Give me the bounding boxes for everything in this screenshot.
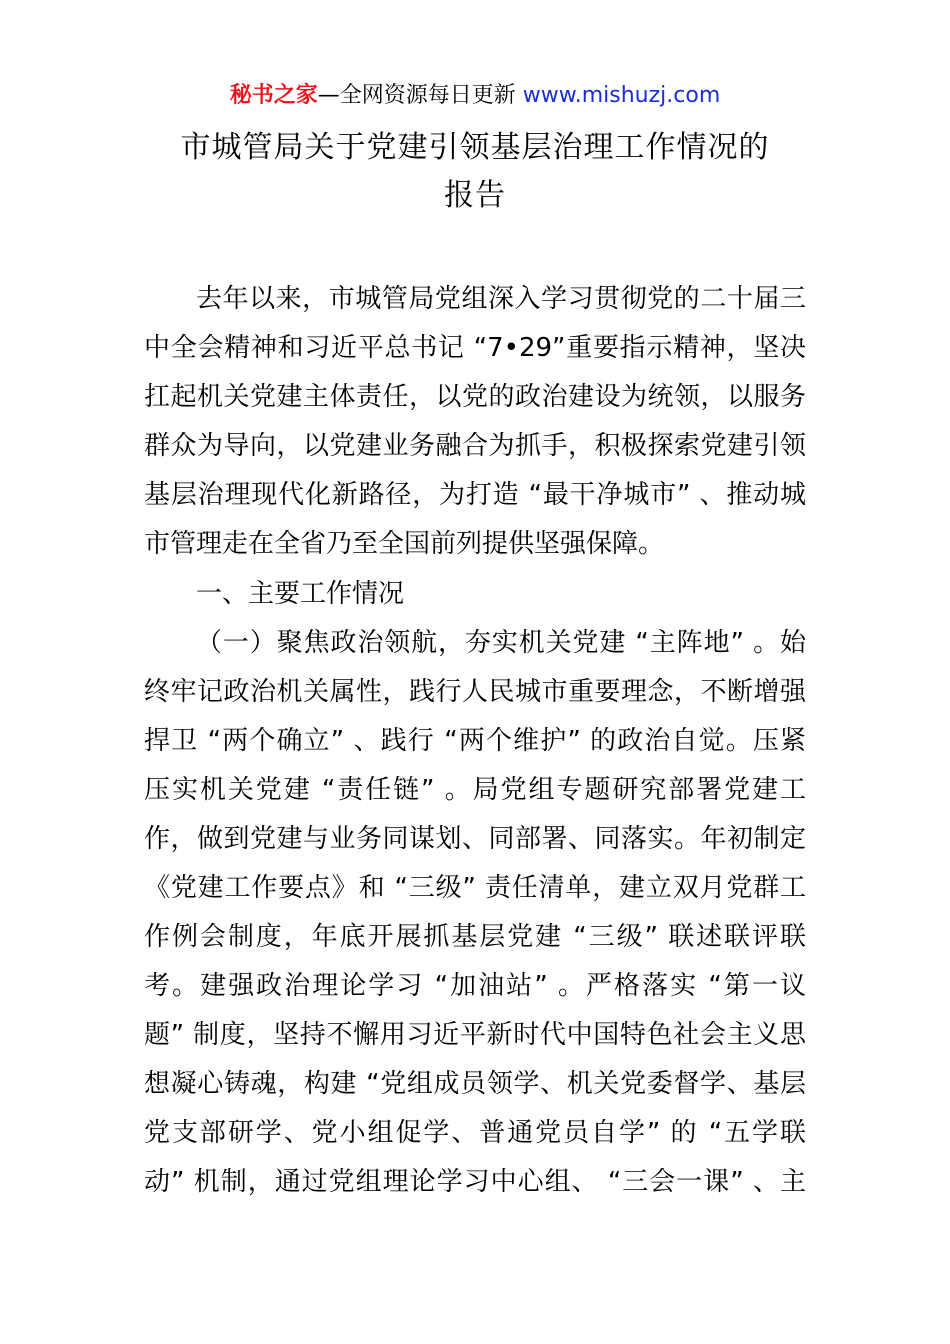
header-banner — [0, 80, 950, 112]
paragraph-line: 群众为导向，以党建业务融合为抓手，积极探索党建引领 — [144, 431, 806, 461]
paragraph-line: 压实机关党建 “责任链” 。局党组专题研究部署党建工 — [144, 775, 806, 805]
paragraph-line: 《党建工作要点》和 “三级” 责任清单，建立双月党群工 — [144, 873, 806, 903]
banner-site-link[interactable]: www.mishuzj.com — [515, 83, 721, 108]
banner-tagline: —全网资源每日更新 — [317, 83, 516, 108]
paragraph-line: 动” 机制，通过党组理论学习中心组、 “三会一课” 、主 — [144, 1167, 806, 1197]
paragraph-line: 去年以来，市城管局党组深入学习贯彻党的二十届三 — [196, 284, 806, 314]
paragraph-line: 题” 制度，坚持不懈用习近平新时代中国特色社会主义思 — [144, 1020, 806, 1050]
document-title-line-2: 报告 — [444, 178, 506, 213]
paragraph-line: 扛起机关党建主体责任，以党的政治建设为统领，以服务 — [144, 382, 806, 412]
paragraph-line: 市管理走在全省乃至全国前列提供坚强保障。 — [144, 529, 665, 559]
paragraph-line: 想凝心铸魂，构建 “党组成员领学、机关党委督学、基层 — [144, 1069, 806, 1099]
paragraph-line: 捍卫 “两个确立” 、践行 “两个维护” 的政治自觉。压紧 — [144, 726, 806, 756]
banner-brand: 秘书之家 — [229, 83, 318, 108]
paragraph-line: 基层治理现代化新路径，为打造 “最干净城市” 、推动城 — [144, 480, 806, 510]
paragraph-line: 作例会制度，年底开展抓基层党建 “三级” 联述联评联 — [144, 922, 806, 952]
section-heading: 一、主要工作情况 — [196, 579, 405, 609]
document-title-line-1: 市城管局关于党建引领基层治理工作情况的 — [180, 130, 770, 165]
paragraph-line: 党支部研学、党小组促学、普通党员自学” 的 “五学联 — [144, 1118, 806, 1148]
paragraph-line: 终牢记政治机关属性，践行人民城市重要理念，不断增强 — [144, 677, 806, 707]
paragraph-line: （一）聚焦政治领航，夯实机关党建 “主阵地” 。始 — [196, 628, 806, 658]
paragraph-line: 考。建强政治理论学习 “加油站” 。严格落实 “第一议 — [144, 971, 806, 1001]
paragraph-line: 作，做到党建与业务同谋划、同部署、同落实。年初制定 — [144, 824, 806, 854]
paragraph-line: 中全会精神和习近平总书记 “7•29”重要指示精神，坚决 — [144, 333, 806, 363]
